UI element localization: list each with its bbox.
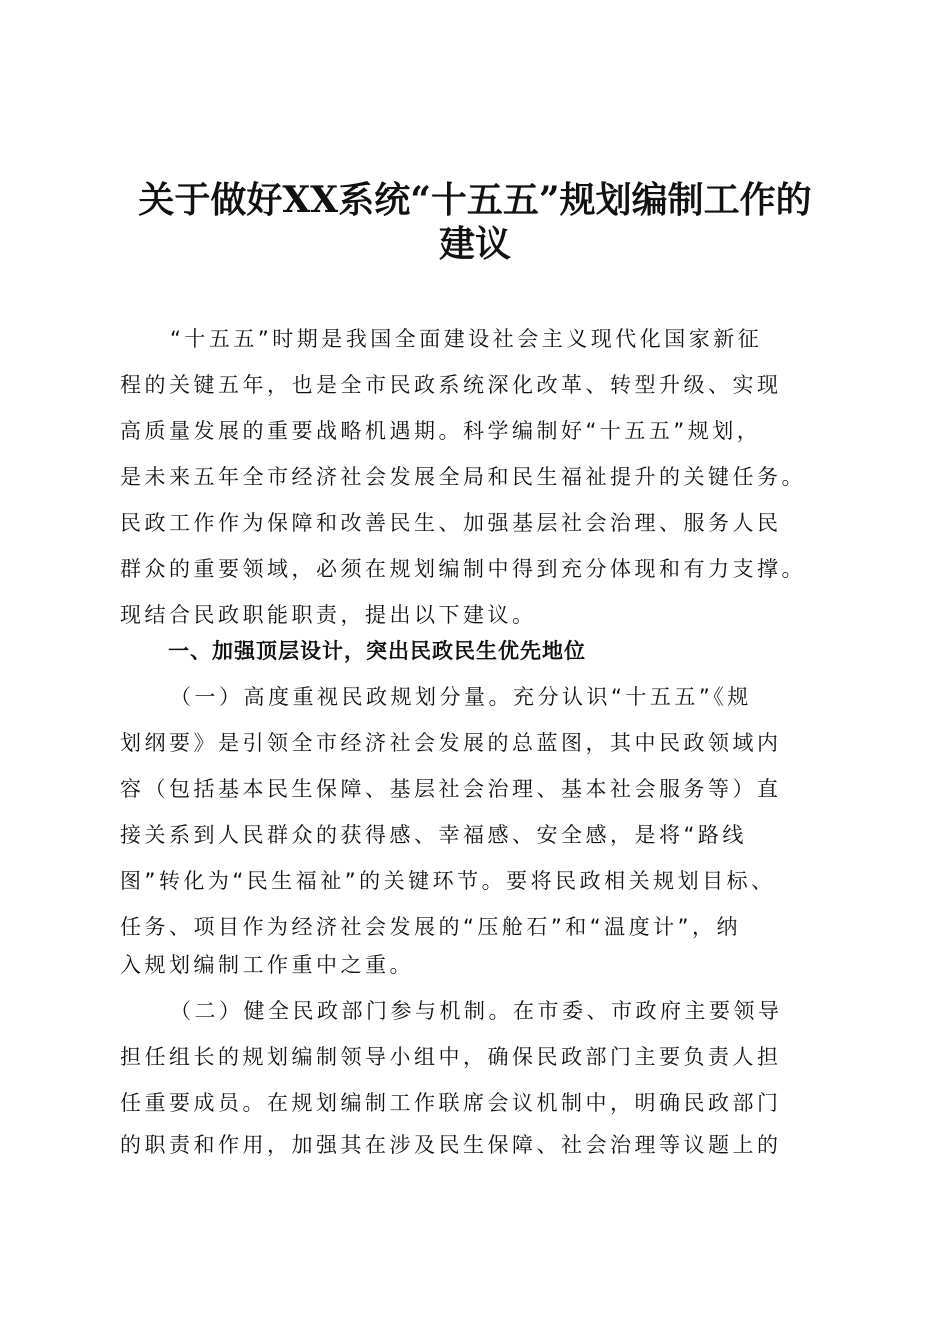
section-heading: 一、加强顶层设计，突出民政民生优先地位 [168, 639, 586, 663]
paragraph-line: （一）高度重视民政规划分量。充分认识“十五五”《规 [170, 685, 752, 709]
paragraph-line: （二）健全民政部门参与机制。在市委、市政府主要领导 [170, 999, 783, 1023]
paragraph-line: 的职责和作用，加强其在涉及民生保障、社会治理等议题上的 [120, 1133, 782, 1157]
paragraph-line: 程的关键五年，也是全市民政系统深化改革、转型升级、实现 [120, 373, 782, 397]
paragraph-line: 群众的重要领域，必须在规划编制中得到充分体现和有力支撑。 [120, 557, 806, 581]
document-title-line-1: 关于做好XX系统“十五五”规划编制工作的 [138, 179, 812, 221]
paragraph-line: 担任组长的规划编制领导小组中，确保民政部门主要负责人担 [120, 1045, 782, 1069]
paragraph-line: 划纲要》是引领全市经济社会发展的总蓝图，其中民政领域内 [120, 731, 782, 755]
paragraph-line: 民政工作作为保障和改善民生、加强基层社会治理、服务人民 [120, 511, 782, 535]
paragraph-line: 接关系到人民群众的获得感、幸福感、安全感，是将“路线 [120, 823, 747, 847]
paragraph-line: “十五五”时期是我国全面建设社会主义现代化国家新征 [170, 327, 763, 351]
document-title-line-2: 建议 [438, 223, 511, 265]
paragraph-line: 现结合民政职能职责，提出以下建议。 [120, 603, 537, 627]
paragraph-line: 图”转化为“民生福祉”的关键环节。要将民政相关规划目标、 [120, 869, 776, 893]
paragraph-line: 高质量发展的重要战略机遇期。科学编制好“十五五”规划， [120, 419, 762, 443]
paragraph-line: 任重要成员。在规划编制工作联席会议机制中，明确民政部门 [120, 1091, 782, 1115]
paragraph-line: 入规划编制工作重中之重。 [120, 953, 414, 977]
paragraph-line: 任务、项目作为经济社会发展的“压舱石”和“温度计”，纳 [120, 915, 742, 939]
paragraph-line: 容（包括基本民生保障、基层社会治理、基本社会服务等）直 [120, 777, 782, 801]
paragraph-line: 是未来五年全市经济社会发展全局和民生福祉提升的关键任务。 [120, 465, 806, 489]
